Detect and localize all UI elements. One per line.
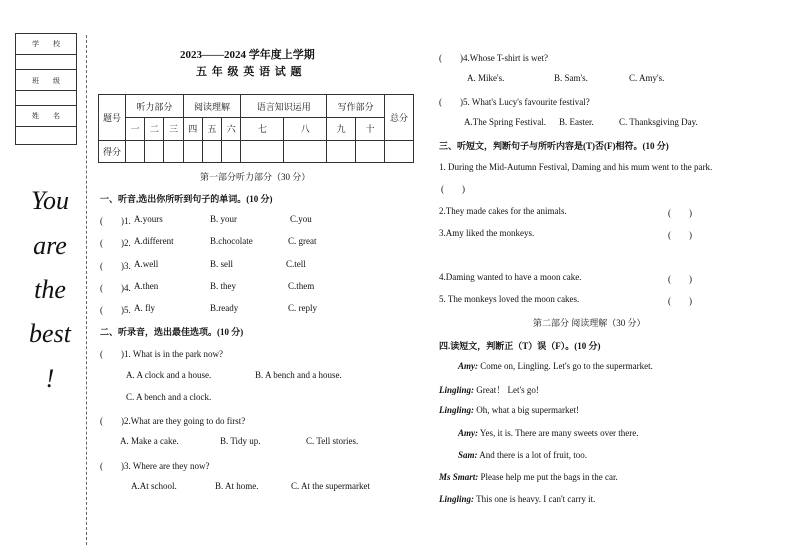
option: A.then [134, 281, 159, 291]
part1-heading: 第一部分听力部分（30 分） [200, 172, 311, 182]
question-number: 七 [241, 118, 284, 140]
score-cell[interactable] [126, 140, 145, 162]
score-group-header: 听力部分 [126, 95, 184, 118]
score-cell[interactable] [202, 140, 221, 162]
speaker: Sam: [458, 450, 478, 460]
dialogue-text: Great！ Let's go! [474, 385, 539, 395]
option: C. Amy's. [629, 73, 665, 83]
option: C. A bench and a clock. [126, 392, 212, 402]
part2-heading: 第二部分 阅读理解（30 分） [533, 318, 646, 328]
divider [16, 90, 76, 91]
answer-blank[interactable]: ( ) [668, 296, 692, 306]
school-label: 学 校 [32, 40, 60, 48]
divider [16, 54, 76, 55]
binding-cut-line [86, 35, 87, 545]
option: B. sell [210, 259, 234, 269]
option: C. reply [288, 303, 317, 313]
student-info-box [15, 33, 77, 145]
question: ( )5. What's Lucy's favourite festival? [439, 97, 590, 107]
score-cell[interactable] [145, 140, 164, 162]
question-number: 四 [183, 118, 202, 140]
score-cell[interactable] [222, 140, 241, 162]
option: A.At school. [131, 481, 177, 491]
dialogue-text: Come on, Lingling. Let's go to the supermarket. [478, 361, 653, 371]
score-cell[interactable] [356, 140, 385, 162]
score-table [98, 94, 414, 163]
question-number: 九 [327, 118, 356, 140]
class-label: 班 级 [32, 77, 60, 85]
statement: 4.Daming wanted to have a moon cake. [439, 272, 582, 282]
option: A.The Spring Festival. [464, 117, 546, 127]
speaker: Lingling: [439, 494, 475, 504]
option: C. Tell stories. [306, 436, 359, 446]
option: A.yours [134, 214, 163, 224]
section3-heading: 三、听短文，判断句子与所听内容是(T)否(F)相符。(10 分) [439, 141, 669, 151]
dialogue-line [439, 383, 539, 396]
answer-blank[interactable]: ( ) [441, 184, 465, 194]
option: B.chocolate [210, 236, 253, 246]
score-group-header: 语言知识运用 [241, 95, 327, 118]
score-cell[interactable] [164, 140, 183, 162]
answer-blank[interactable]: ( )1. [100, 216, 131, 226]
question: ( )1. What is in the park now? [100, 349, 224, 359]
motto-word: best [29, 319, 71, 348]
question-number: 五 [202, 118, 221, 140]
option: B. A bench and a house. [255, 370, 342, 380]
statement: 2.They made cakes for the animals. [439, 206, 567, 216]
dialogue-text: Please help me put the bags in the car. [478, 472, 618, 482]
score-row-label: 得分 [99, 140, 126, 162]
option: B.ready [210, 303, 239, 313]
option: C.you [290, 214, 312, 224]
option: A. fly [134, 303, 155, 313]
dialogue-line [458, 450, 587, 460]
score-cell[interactable] [241, 140, 284, 162]
option: B. they [210, 281, 236, 291]
name-label: 姓 名 [32, 112, 60, 120]
question-number: 一 [126, 118, 145, 140]
option: C. Thanksgiving Day. [619, 117, 698, 127]
speaker: Amy: [458, 361, 478, 371]
statement: 1. During the Mid-Autumn Festival, Daming and his mum went to the park. [439, 162, 713, 172]
motto-word: You [30, 186, 70, 215]
divider [16, 105, 76, 106]
dialogue-line [439, 494, 595, 504]
dialogue-line [439, 405, 579, 415]
dialogue-text: Yes, it is. There are many sweets over there. [478, 428, 639, 438]
statement: 5. The monkeys loved the moon cakes. [439, 294, 580, 304]
answer-blank[interactable]: ( )4. [100, 283, 131, 293]
question: ( )3. Where are they now? [100, 461, 210, 471]
score-cell[interactable] [183, 140, 202, 162]
section2-heading: 二、听录音，选出最佳选项。(10 分) [100, 327, 244, 337]
option: A. A clock and a house. [126, 370, 212, 380]
question-number-label: 题号 [99, 95, 126, 141]
answer-blank[interactable]: ( )2. [100, 238, 131, 248]
motto-word: ! [45, 364, 55, 393]
question-number: 八 [284, 118, 327, 140]
score-cell[interactable] [327, 140, 356, 162]
motto-word: the [34, 275, 66, 304]
option: A.different [134, 236, 174, 246]
dialogue-line [458, 428, 639, 438]
answer-blank[interactable]: ( )5. [100, 305, 131, 315]
exam-year-title: 2023——2024 学年度上学期 [180, 49, 315, 61]
statement: 3.Amy liked the monkeys. [439, 228, 535, 238]
divider [16, 126, 76, 127]
answer-blank[interactable]: ( )3. [100, 261, 131, 271]
option: C. At the supermarket [291, 481, 370, 491]
answer-blank[interactable]: ( ) [668, 230, 692, 240]
question: ( )2.What are they going to do first? [100, 416, 246, 426]
motto-word: are [33, 231, 67, 260]
section4-heading: 四.读短文，判断正（T）误（F）。(10 分) [439, 341, 601, 351]
speaker: Amy: [458, 428, 478, 438]
option: C.tell [286, 259, 306, 269]
speaker: Lingling: [439, 405, 475, 415]
answer-blank[interactable]: ( ) [668, 274, 692, 284]
dialogue-line [439, 472, 618, 482]
total-score-cell[interactable] [385, 140, 414, 162]
option: C. great [288, 236, 317, 246]
option: C.them [288, 281, 315, 291]
question-number: 十 [356, 118, 385, 140]
question-number: 三 [164, 118, 183, 140]
speaker: Lingling: [439, 385, 475, 395]
option: B. Sam's. [554, 73, 588, 83]
option: B. your [210, 214, 237, 224]
divider [16, 69, 76, 70]
score-cell[interactable] [284, 140, 327, 162]
question: ( )4.Whose T-shirt is wet? [439, 53, 548, 63]
dialogue-line [458, 361, 653, 371]
option: A. Mike's. [467, 73, 505, 83]
question-number: 二 [145, 118, 164, 140]
option: B. Easter. [559, 117, 594, 127]
option: B. Tidy up. [220, 436, 261, 446]
dialogue-text: This one is heavy. I can't carry it. [474, 494, 596, 504]
option: A.well [134, 259, 159, 269]
score-group-header: 写作部分 [327, 95, 385, 118]
total-score-header: 总分 [385, 95, 414, 141]
speaker: Ms Smart: [439, 472, 479, 482]
option: B. At home. [215, 481, 259, 491]
score-group-header: 阅读理解 [183, 95, 241, 118]
dialogue-text: Oh, what a big supermarket! [474, 405, 579, 415]
exam-subtitle: 五 年 级 英 语 试 题 [196, 66, 303, 78]
question-number: 六 [222, 118, 241, 140]
answer-blank[interactable]: ( ) [668, 208, 692, 218]
dialogue-text: And there is a lot of fruit, too. [477, 450, 587, 460]
section1-heading: 一、听音,选出你所听到句子的单词。(10 分) [100, 194, 273, 204]
option: A. Make a cake. [120, 436, 179, 446]
